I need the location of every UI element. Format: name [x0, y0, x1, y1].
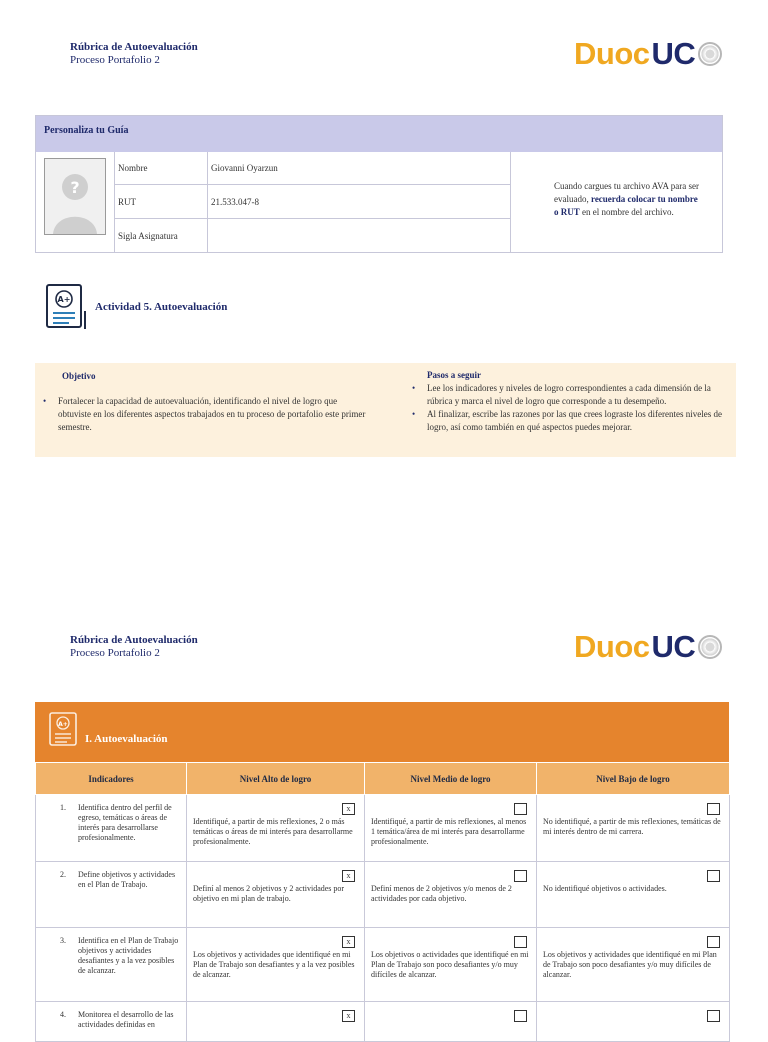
indicator-number: 4. — [60, 1010, 66, 1019]
name-value[interactable]: Giovanni Oyarzun — [208, 152, 511, 185]
svg-text:A+: A+ — [57, 295, 71, 304]
checkbox-icon[interactable] — [707, 936, 720, 948]
rubric-table — [35, 762, 730, 1042]
rut-value[interactable]: 21.533.047-8 — [208, 185, 511, 219]
checkbox-icon[interactable] — [514, 870, 527, 882]
checkbox-icon[interactable]: x — [342, 1010, 355, 1022]
table-row — [36, 1002, 730, 1042]
checkbox-icon[interactable] — [707, 870, 720, 882]
svg-text:?: ? — [70, 178, 80, 197]
checkbox-icon[interactable] — [514, 803, 527, 815]
low-level-cell — [537, 862, 730, 928]
medium-level-cell — [365, 862, 537, 928]
checkbox-icon[interactable]: x — [342, 803, 355, 815]
indicator-cell — [36, 862, 187, 928]
steps-item: • Al finalizar, escribe las razones por las que crees lograste los diferentes niveles de logro, así como también en qué aspectos puedes mejorar. — [410, 408, 730, 434]
checkbox-icon[interactable] — [514, 1010, 527, 1022]
low-level-cell — [537, 1002, 730, 1042]
indicator-text: Identifica en el Plan de Trabajo objetivos y actividades desafiantes y a la vez posibles de alcanzar. — [78, 936, 179, 975]
grade-certificate-icon — [43, 283, 89, 331]
low-level-text: Los objetivos y actividades que identifiqué en mi Plan de Trabajo son poco desafiantes y/o muy difíciles de alcanzar. — [543, 950, 717, 979]
medium-level-cell — [365, 795, 537, 862]
duoc-uc-logo — [574, 36, 722, 72]
document-subtitle: Proceso Portafolio 2 — [70, 54, 160, 66]
duoc-uc-logo — [574, 629, 722, 665]
upload-note-end: en el nombre del archivo. — [582, 207, 674, 217]
user-placeholder-icon — [44, 158, 106, 235]
course-code-label: Sigla Asignatura — [115, 219, 208, 253]
column-header-high: Nivel Alto de logro — [187, 763, 365, 795]
university-seal-icon — [698, 42, 722, 66]
upload-note-text: Cuando cargues tu archivo AVA para ser evaluado, — [554, 181, 699, 204]
document-title: Rúbrica de Autoevaluación — [70, 634, 198, 646]
grade-certificate-icon — [47, 711, 81, 747]
objective-item: • Fortalecer la capacidad de autoevaluación, identificando el nivel de logro que obtuviste en los diferentes aspectos trabajados en tu proceso de portafolio este primer semestre. — [41, 395, 371, 434]
svg-text:A+: A+ — [58, 721, 68, 728]
indicator-cell — [36, 1002, 187, 1042]
indicator-number: 2. — [60, 870, 66, 879]
objective-list — [41, 395, 371, 434]
objective-heading: Objetivo — [62, 371, 96, 381]
indicator-text: Monitorea el desarrollo de las actividades definidas en — [78, 1010, 174, 1029]
table-row — [36, 795, 730, 862]
low-level-text: No identifiqué objetivos o actividades. — [543, 884, 667, 893]
high-level-text: Los objetivos y actividades que identifiqué en mi Plan de Trabajo son desafiantes y a la vez posibles de alcanzar. — [193, 950, 355, 979]
low-level-cell — [537, 795, 730, 862]
table-row — [36, 862, 730, 928]
objective-steps-box — [35, 363, 736, 457]
high-level-text: Identifiqué, a partir de mis reflexiones, 2 o más temáticas o áreas de mi interés para desarrollarme profesionalmente. — [193, 817, 353, 846]
steps-heading: Pasos a seguir — [427, 370, 481, 380]
low-level-cell — [537, 928, 730, 1002]
logo-uc-text: UC — [651, 36, 696, 71]
name-label: Nombre — [115, 152, 208, 185]
rubric-title: I. Autoevaluación — [85, 733, 168, 745]
column-header-indicators: Indicadores — [36, 763, 187, 795]
column-header-low: Nivel Bajo de logro — [537, 763, 730, 795]
high-level-text: Definí al menos 2 objetivos y 2 actividades por objetivo en mi plan de trabajo. — [193, 884, 345, 903]
indicator-text: Identifica dentro del perfil de egreso, temáticas o áreas de interés para desarrollarse profesionalmente. — [78, 803, 172, 842]
high-level-cell — [187, 862, 365, 928]
logo-uc-text: UC — [651, 629, 696, 664]
indicator-text: Define objetivos y actividades en el Plan de Trabajo. — [78, 870, 176, 889]
guide-heading: Personaliza tu Guía — [36, 116, 722, 152]
course-code-value[interactable] — [208, 219, 511, 253]
checkbox-icon[interactable]: x — [342, 870, 355, 882]
column-header-medium: Nivel Medio de logro — [365, 763, 537, 795]
medium-level-text: Definí menos de 2 objetivos y/o menos de 2 actividades por cada objetivo. — [371, 884, 512, 903]
high-level-cell — [187, 795, 365, 862]
medium-level-cell — [365, 1002, 537, 1042]
checkbox-icon[interactable] — [707, 803, 720, 815]
indicator-cell — [36, 795, 187, 862]
upload-note-bold: recuerda colocar tu nombre o RUT — [554, 194, 698, 217]
checkbox-icon[interactable]: x — [342, 936, 355, 948]
indicator-number: 3. — [60, 936, 66, 945]
steps-list — [410, 382, 730, 434]
indicator-number: 1. — [60, 803, 66, 812]
table-row — [36, 928, 730, 1002]
steps-item: • Lee los indicadores y niveles de logro correspondientes a cada dimensión de la rúbrica y marca el nivel de logro que corresponde a tu desempeño. — [410, 382, 730, 408]
rubric-column-headers — [36, 763, 730, 795]
medium-level-text: Identifiqué, a partir de mis reflexiones, al menos 1 temática/área de mi interés para desarrollarme profesionalmente. — [371, 817, 527, 846]
indicator-cell — [36, 928, 187, 1002]
document-subtitle: Proceso Portafolio 2 — [70, 647, 160, 659]
upload-note — [532, 152, 722, 253]
activity-title: Actividad 5. Autoevaluación — [95, 301, 228, 313]
low-level-text: No identifiqué, a partir de mis reflexiones, temáticas de mi interés dentro de mi carrera. — [543, 817, 721, 836]
document-title: Rúbrica de Autoevaluación — [70, 41, 198, 53]
logo-duoc-text: Duoc — [574, 629, 650, 664]
high-level-cell — [187, 928, 365, 1002]
university-seal-icon — [698, 635, 722, 659]
personalize-guide-box — [35, 115, 723, 253]
checkbox-icon[interactable] — [707, 1010, 720, 1022]
checkbox-icon[interactable] — [514, 936, 527, 948]
high-level-cell — [187, 1002, 365, 1042]
medium-level-text: Los objetivos o actividades que identifiqué en mi Plan de Trabajo son poco desafiantes y/o muy difíciles de alcanzar. — [371, 950, 529, 979]
rut-label: RUT — [115, 185, 208, 219]
medium-level-cell — [365, 928, 537, 1002]
logo-duoc-text: Duoc — [574, 36, 650, 71]
rubric-header — [35, 702, 729, 762]
